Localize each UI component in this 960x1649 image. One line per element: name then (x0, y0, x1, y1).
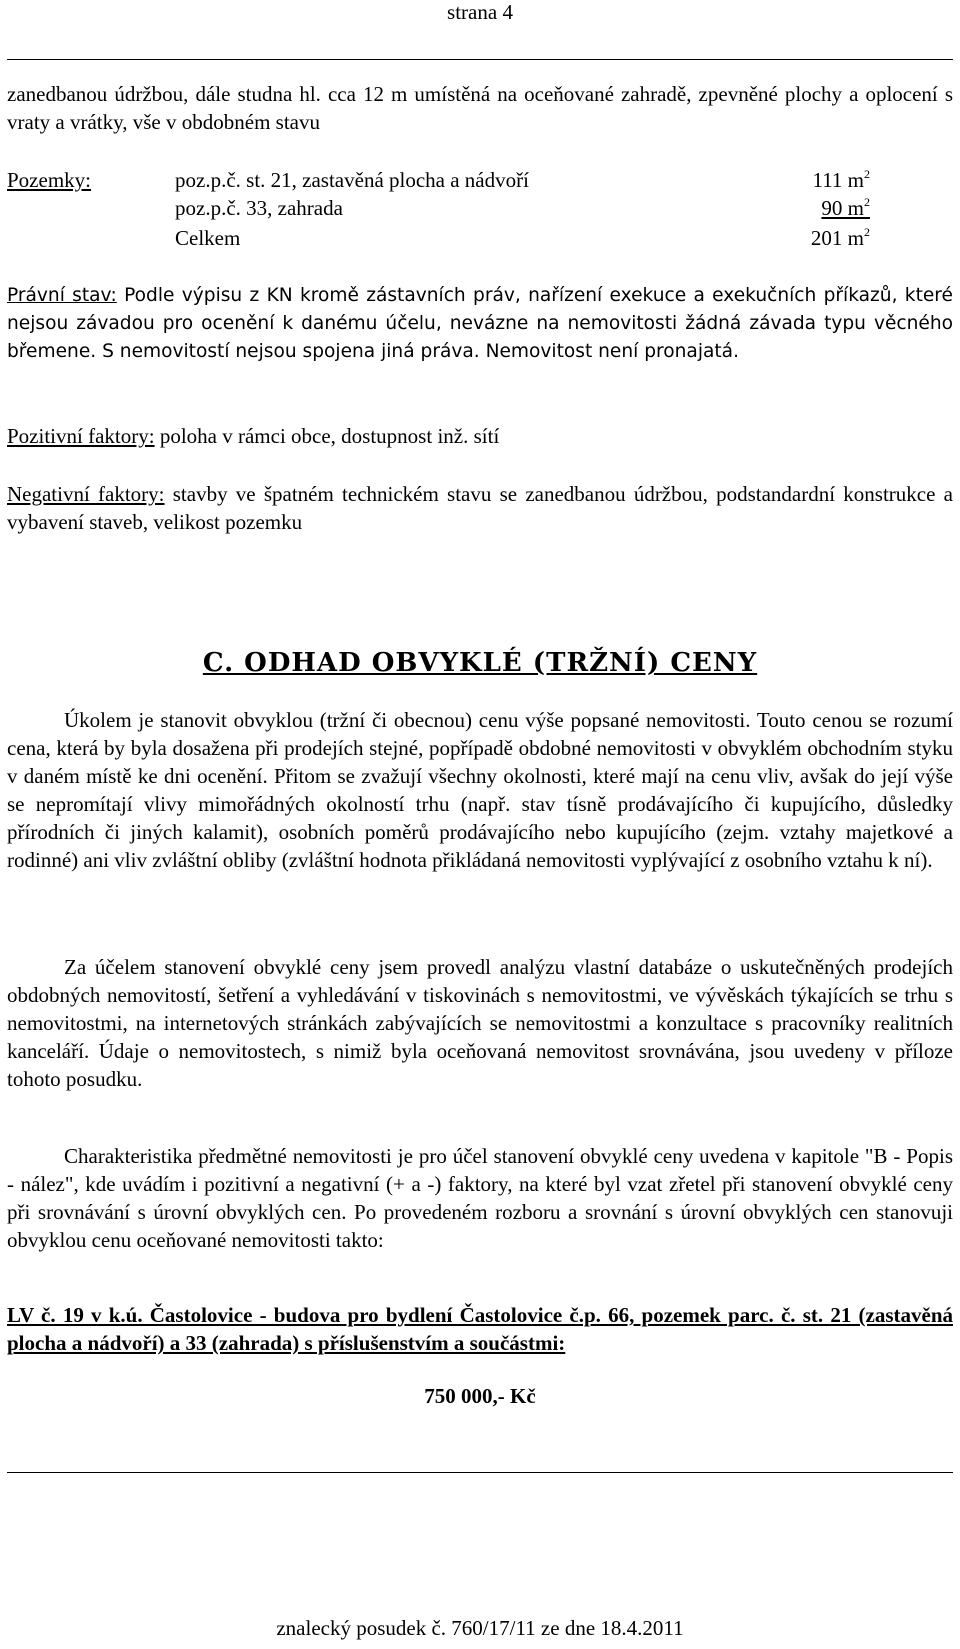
positive-factors-text: poloha v rámci obce, dostupnost inž. sítí (154, 424, 500, 448)
land-total-value: 201 $m^2$ (810, 225, 870, 250)
negative-factors-label: Negativní faktory: (7, 482, 165, 506)
legal-status-paragraph (7, 282, 953, 366)
footer-text: znalecký posudek č. 760/17/11 ze dne 18.4.2011 (276, 1616, 684, 1640)
valuation-subject: LV č. 19 v k.ú. Častolovice - budova pro bydlení Častolovice č.p. 66, pozemek parc. č. st. 21 (zastavěná plocha a nádvoří) a 33 (zahrada) s příslušenstvím a součástmi: (7, 1303, 953, 1355)
footer-rule (7, 1472, 953, 1473)
positive-factors (7, 422, 953, 450)
legal-status-text: Podle výpisu z KN kromě zástavních práv, nařízení exekuce a exekučních příkazů, které nejsou závadou pro ocenění k danému účelu, nevázne na nemovitosti žádná závada typu věcného břemene. S nemovitostí nejsou spojena jiná práva. Nemovitost není pronajatá. (7, 285, 953, 362)
land-desc: poz.p.č. 33, zahrada (175, 196, 343, 220)
land-desc: poz.p.č. st. 21, zastavěná plocha a nádvoří (175, 168, 529, 192)
land-label: Pozemky: (7, 168, 91, 192)
legal-status-label: Právní stav: (7, 285, 117, 306)
land-total-row (7, 224, 887, 252)
land-value: 90 $m^2$ (821, 195, 870, 220)
land-row (7, 166, 887, 194)
paragraph-method: Za účelem stanovení obvyklé ceny jsem provedl analýzu vlastní databáze o uskutečněných prodejích obdobných nemovitostí, šetření a vyhledávání v tiskovinách s nemovitostmi, ve vývěskách týkajících se trhu s nemovitostmi, na internetových stránkách zabývajících se nemovitostmi a konzultace s pracovníky realitních kanceláří. Údaje o nemovitostech, s nimiž byla oceňovaná nemovitost srovnávána, jsou uvedeny v příloze tohoto posudku. (7, 955, 953, 1091)
page-number: strana 4 (447, 0, 513, 24)
paragraph-characteristics: Charakteristika předmětné nemovitosti je pro účel stanovení obvyklé ceny uvedena v kapitole "B - Popis - nález", kde uvádím i pozitivní a negativní (+ a -) faktory, na které byl vzat zřetel při stanovení obvyklé ceny při srovnávání s úrovní obvyklých cen. Po provedeném rozboru a srovnání s úrovní obvyklých cen stanovuji obvyklou cenu oceňované nemovitosti takto: (7, 1144, 953, 1252)
negative-factors-text: stavby ve špatném technickém stavu se zanedbanou údržbou, podstandardní konstrukce a vybavení staveb, velikost pozemku (7, 482, 953, 534)
land-total-label: Celkem (175, 226, 241, 250)
intro-paragraph: zanedbanou údržbou, dále studna hl. cca 12 m umístěná na oceňované zahradě, zpevněné plochy a oplocení s vraty a vrátky, vše v obdobném stavu (7, 82, 953, 134)
positive-factors-label: Pozitivní faktory: (7, 424, 155, 448)
paragraph-purpose: Úkolem je stanovit obvyklou (tržní či obecnou) cenu výše popsané nemovitosti. Touto cenou se rozumí cena, která by byla dosažena při prodejích stejné, popřípadě obdobné nemovitosti v obvyklém obchodním styku v daném místě ke dni ocenění. Přitom se zvažují všechny okolnosti, které mají na cenu vliv, avšak do její výše se nepromítají vlivy mimořádných okolností trhu (např. stav tísně prodávajícího či kupujícího, důsledky přírodních či jiných kalamit), osobních poměrů prodávajícího nebo kupujícího (zejm. vztahy majetkové a rodinné) ani vliv zvláštní obliby (zvláštní hodnota přikládaná nemovitosti vyplývající z osobního vztahu k ní). (7, 708, 953, 872)
land-row (7, 194, 887, 222)
land-value: 111 $m^2$ (812, 167, 870, 192)
header-rule (7, 59, 953, 60)
negative-factors (7, 480, 953, 536)
section-heading: C. ODHAD OBVYKLÉ (TRŽNÍ) CENY (202, 648, 758, 678)
valuation-price: 750 000,- Kč (424, 1384, 536, 1408)
